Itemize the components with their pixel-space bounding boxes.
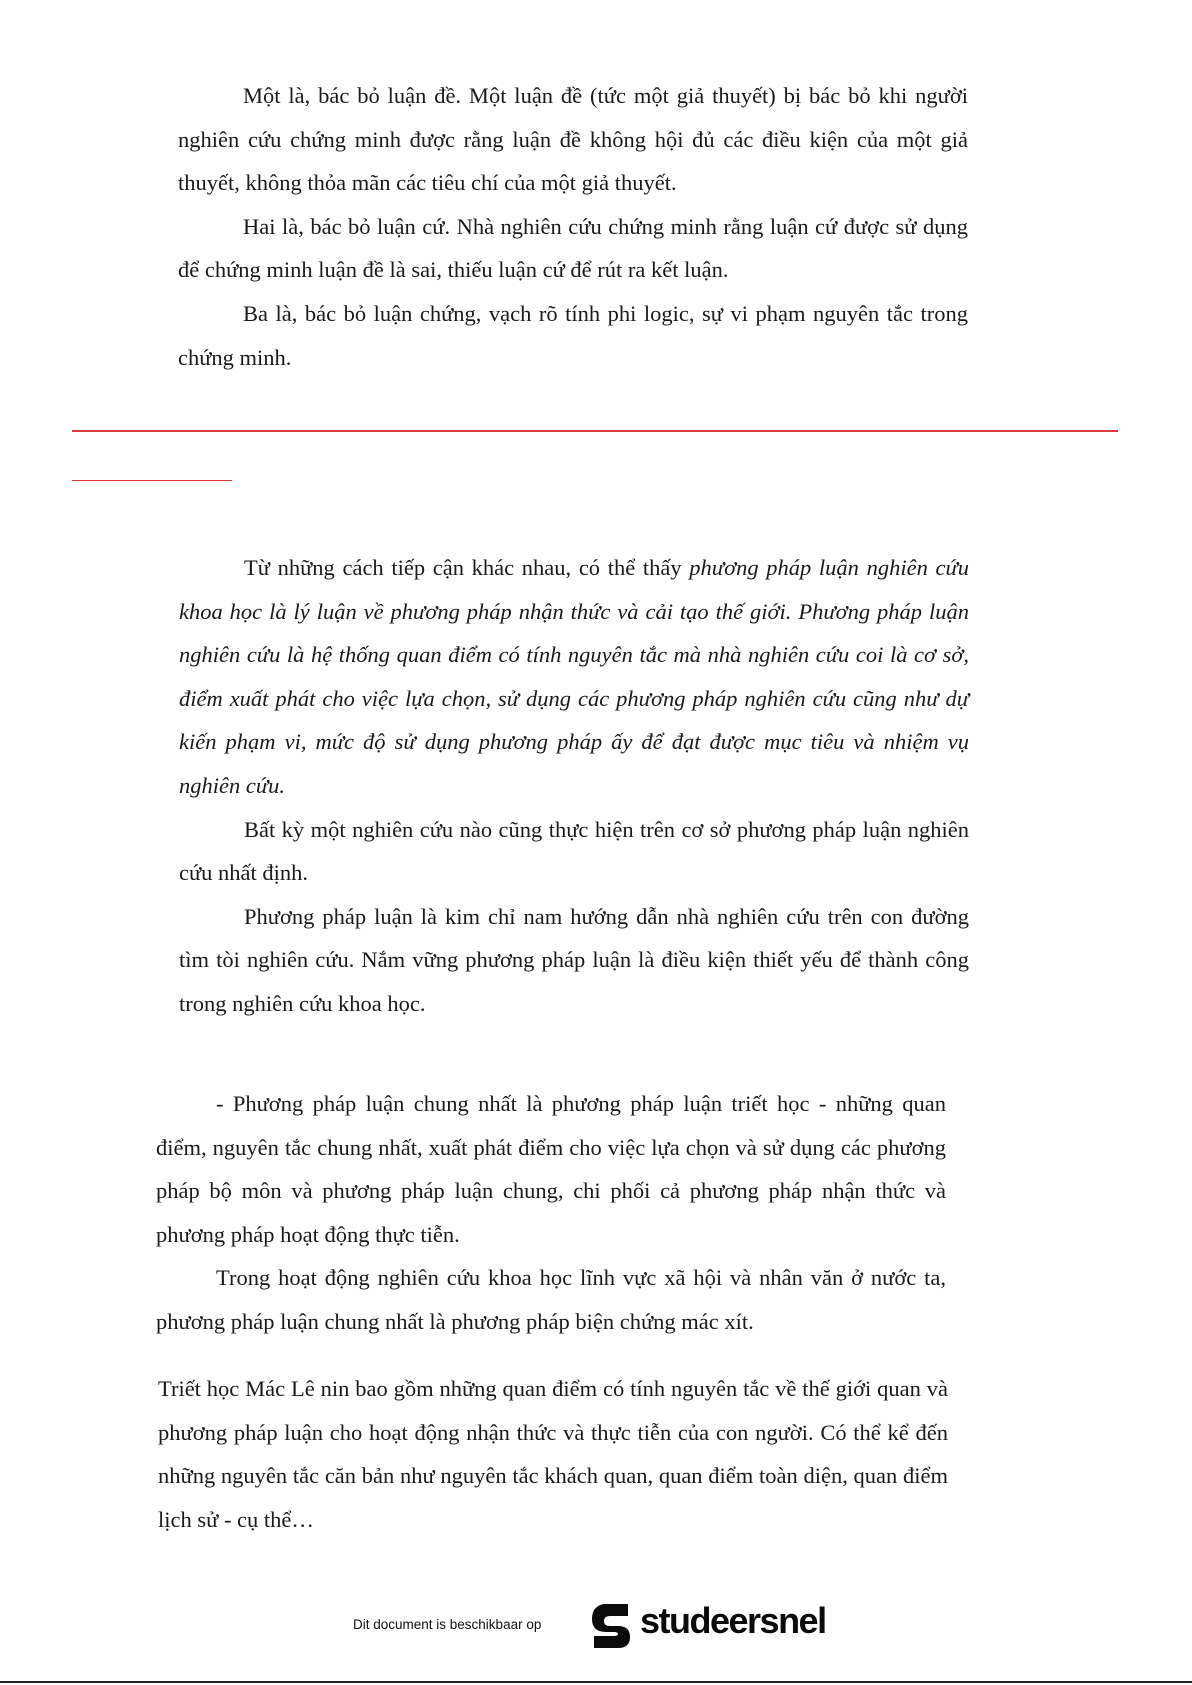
paragraph: Triết học Mác Lê nin bao gồm những quan điểm có tính nguyên tắc về thế giới quan và phương pháp luận cho hoạt động nhận thức và thực tiễn của con người. Có thể kể đến những nguyên tắc căn bản như nguyên tắc khách quan, quan điểm toàn diện, quan điểm lịch sử - cụ thể…	[158, 1376, 948, 1532]
paragraph: Ba là, bác bỏ luận chứng, vạch rõ tính phi logic, sự vi phạm nguyên tắc trong chứng minh.	[178, 300, 968, 370]
paragraph-block-general-methodology	[156, 1082, 946, 1344]
paragraph	[179, 546, 969, 808]
paragraph-block-marxist-philosophy	[158, 1367, 948, 1541]
availability-text: Dit document is beschikbaar op	[353, 1617, 542, 1632]
paragraph: Một là, bác bỏ luận đề. Một luận đề (tức một giả thuyết) bị bác bỏ khi người nghiên cứu chứng minh được rằng luận đề không hội đủ các điều kiện của một giả thuyết, không thỏa mãn các tiêu chí của một giả thuyết.	[178, 83, 968, 196]
paragraph: Hai là, bác bỏ luận cứ. Nhà nghiên cứu chứng minh rằng luận cứ được sử dụng để chứng minh luận đề là sai, thiếu luận cứ để rút ra kết luận.	[178, 213, 968, 283]
paragraph: Trong hoạt động nghiên cứu khoa học lĩnh vực xã hội và nhân văn ở nước ta, phương pháp luận chung nhất là phương pháp biện chứng mác xít.	[156, 1265, 946, 1334]
paragraph: Bất kỳ một nghiên cứu nào cũng thực hiện trên cơ sở phương pháp luận nghiên cứu nhất định.	[179, 816, 969, 886]
paragraph-block-methodology	[179, 546, 969, 1026]
footer	[0, 1590, 1192, 1660]
footnote-rule	[72, 480, 232, 481]
studeersnel-logo-icon	[588, 1602, 634, 1650]
paragraph: - Phương pháp luận chung nhất là phương pháp luận triết học - những quan điểm, nguyên tắc chung nhất, xuất phát điểm cho việc lựa chọn và sử dụng các phương pháp bộ môn và phương pháp luận chung, chi phối cả phương pháp nhận thức và phương pháp hoạt động thực tiễn.	[156, 1091, 946, 1247]
paragraph: Phương pháp luận là kim chỉ nam hướng dẫn nhà nghiên cứu trên con đường tìm tòi nghiên cứu. Nắm vững phương pháp luận là điều kiện thiết yếu để thành công trong nghiên cứu khoa học.	[179, 903, 969, 1016]
paragraph-lead: Từ những cách tiếp cận khác nhau, có thể thấy	[244, 555, 690, 580]
paragraph-block-rebuttal	[178, 74, 968, 379]
page-bottom-edge	[0, 1681, 1192, 1683]
definition-italic: phương pháp luận nghiên cứu khoa học là lý luận về phương pháp nhận thức và cải tạo thế giới. Phương pháp luận nghiên cứu là hệ thống quan điểm có tính nguyên tắc mà nhà nghiên cứu coi là cơ sở, điểm xuất phát cho việc lựa chọn, sử dụng các phương pháp nghiên cứu cũng như dự kiến phạm vi, mức độ sử dụng phương pháp ấy để đạt được mục tiêu và nhiệm vụ nghiên cứu.	[179, 555, 969, 798]
brand-name: studeersnel	[640, 1600, 826, 1641]
page-divider	[72, 430, 1118, 432]
